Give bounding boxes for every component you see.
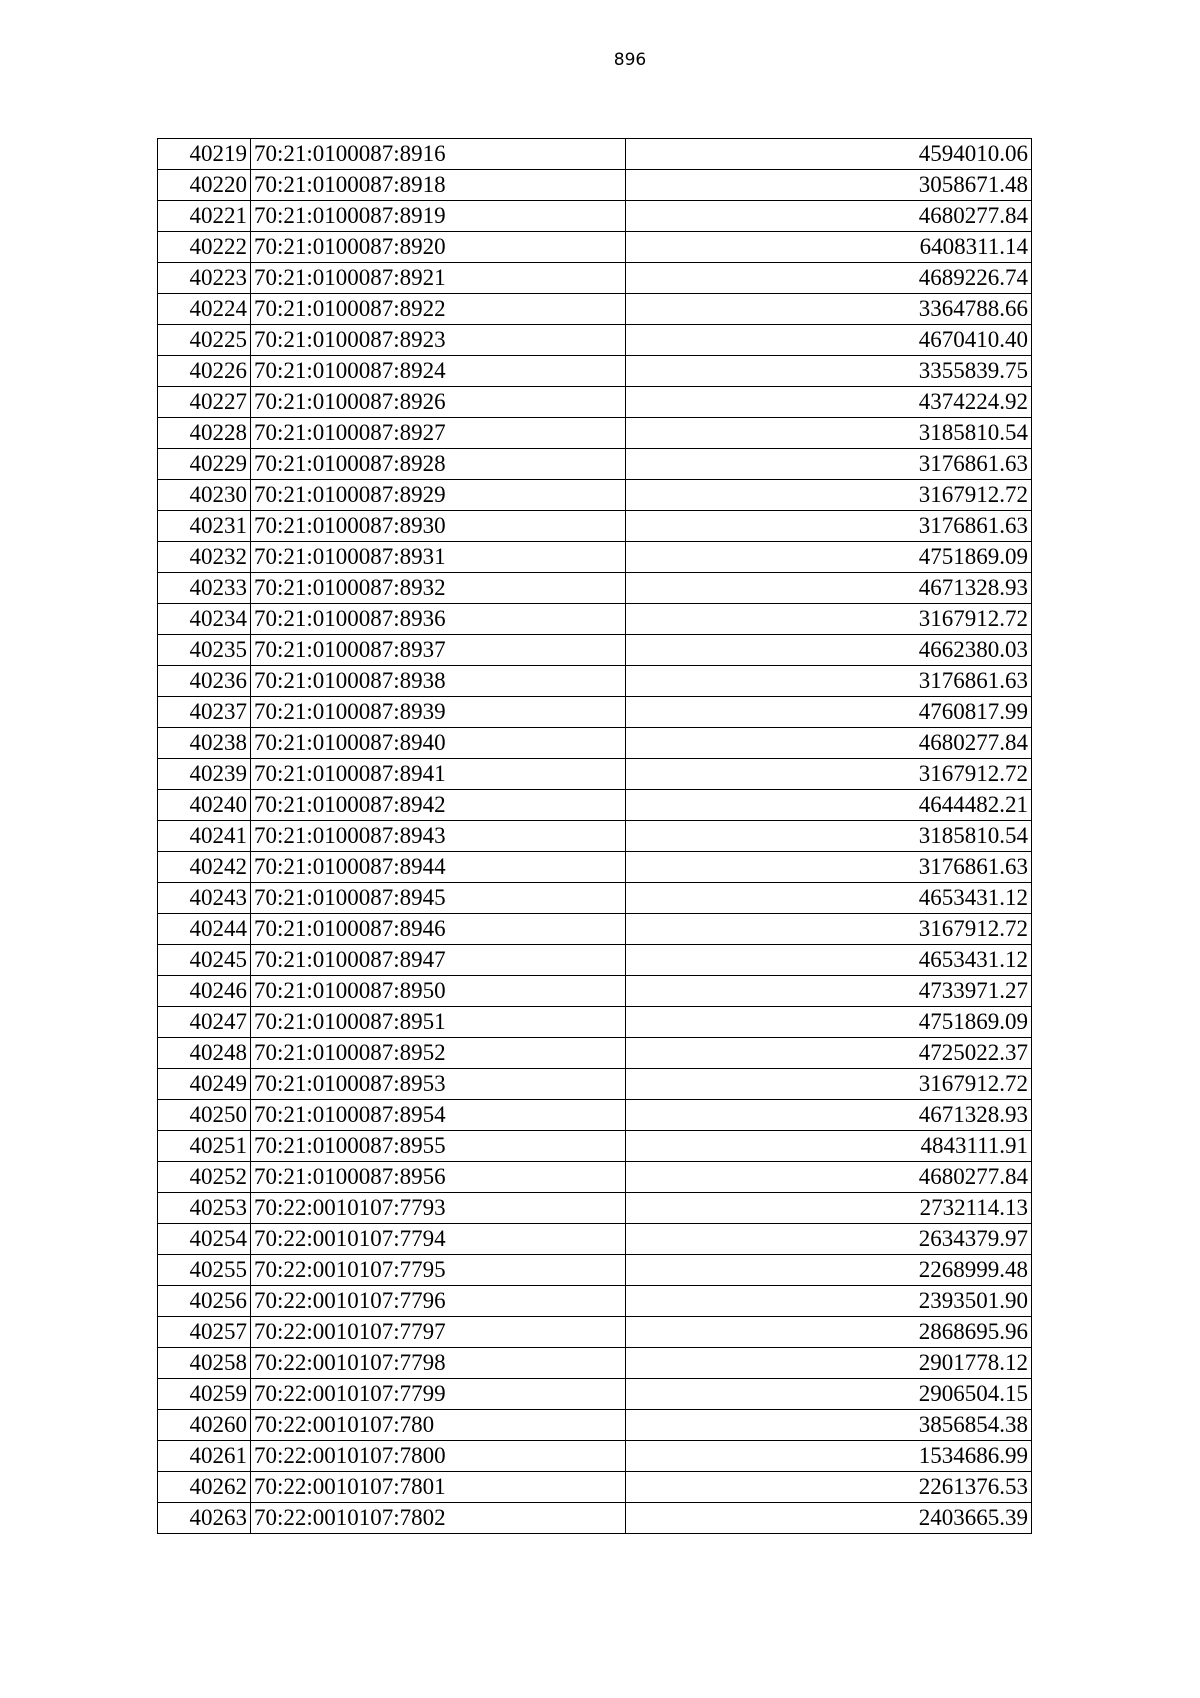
table-row xyxy=(158,294,1032,325)
row-number-cell: 40251 xyxy=(158,1131,251,1162)
table-row xyxy=(158,201,1032,232)
table-row xyxy=(158,604,1032,635)
value-cell: 2403665.39 xyxy=(626,1503,1032,1534)
cadastral-number-cell: 70:21:0100087:8946 xyxy=(251,914,626,945)
table-row xyxy=(158,945,1032,976)
row-number-cell: 40244 xyxy=(158,914,251,945)
cadastral-number-cell: 70:21:0100087:8920 xyxy=(251,232,626,263)
value-cell: 4680277.84 xyxy=(626,1162,1032,1193)
row-number-cell: 40226 xyxy=(158,356,251,387)
table-row xyxy=(158,1472,1032,1503)
cadastral-number-cell: 70:21:0100087:8924 xyxy=(251,356,626,387)
table-row xyxy=(158,1255,1032,1286)
table-row xyxy=(158,1410,1032,1441)
value-cell: 3176861.63 xyxy=(626,852,1032,883)
row-number-cell: 40224 xyxy=(158,294,251,325)
value-cell: 4644482.21 xyxy=(626,790,1032,821)
value-cell: 3185810.54 xyxy=(626,418,1032,449)
row-number-cell: 40243 xyxy=(158,883,251,914)
row-number-cell: 40255 xyxy=(158,1255,251,1286)
table-row xyxy=(158,790,1032,821)
value-cell: 4751869.09 xyxy=(626,1007,1032,1038)
table-row xyxy=(158,1162,1032,1193)
table-row xyxy=(158,1379,1032,1410)
table-row xyxy=(158,449,1032,480)
value-cell: 3167912.72 xyxy=(626,604,1032,635)
table-row xyxy=(158,418,1032,449)
row-number-cell: 40222 xyxy=(158,232,251,263)
value-cell: 3355839.75 xyxy=(626,356,1032,387)
cadastral-number-cell: 70:22:0010107:7800 xyxy=(251,1441,626,1472)
row-number-cell: 40231 xyxy=(158,511,251,542)
row-number-cell: 40223 xyxy=(158,263,251,294)
table-row xyxy=(158,1224,1032,1255)
row-number-cell: 40236 xyxy=(158,666,251,697)
value-cell: 4751869.09 xyxy=(626,542,1032,573)
table-row xyxy=(158,852,1032,883)
value-cell: 3167912.72 xyxy=(626,1069,1032,1100)
row-number-cell: 40242 xyxy=(158,852,251,883)
row-number-cell: 40259 xyxy=(158,1379,251,1410)
cadastral-number-cell: 70:21:0100087:8951 xyxy=(251,1007,626,1038)
table-row xyxy=(158,511,1032,542)
cadastral-number-cell: 70:21:0100087:8926 xyxy=(251,387,626,418)
cadastral-number-cell: 70:21:0100087:8928 xyxy=(251,449,626,480)
cadastral-number-cell: 70:21:0100087:8938 xyxy=(251,666,626,697)
value-cell: 4671328.93 xyxy=(626,573,1032,604)
cadastral-number-cell: 70:21:0100087:8947 xyxy=(251,945,626,976)
cadastral-number-cell: 70:21:0100087:8950 xyxy=(251,976,626,1007)
row-number-cell: 40237 xyxy=(158,697,251,728)
row-number-cell: 40248 xyxy=(158,1038,251,1069)
row-number-cell: 40230 xyxy=(158,480,251,511)
value-cell: 2906504.15 xyxy=(626,1379,1032,1410)
cadastral-number-cell: 70:21:0100087:8939 xyxy=(251,697,626,728)
cadastral-number-cell: 70:21:0100087:8940 xyxy=(251,728,626,759)
table-row xyxy=(158,1007,1032,1038)
value-cell: 4594010.06 xyxy=(626,139,1032,170)
row-number-cell: 40240 xyxy=(158,790,251,821)
table-row xyxy=(158,821,1032,852)
table-row xyxy=(158,573,1032,604)
value-cell: 4733971.27 xyxy=(626,976,1032,1007)
row-number-cell: 40256 xyxy=(158,1286,251,1317)
value-cell: 4843111.91 xyxy=(626,1131,1032,1162)
row-number-cell: 40234 xyxy=(158,604,251,635)
table-row xyxy=(158,1100,1032,1131)
table-row xyxy=(158,1069,1032,1100)
row-number-cell: 40260 xyxy=(158,1410,251,1441)
table-row xyxy=(158,1317,1032,1348)
row-number-cell: 40241 xyxy=(158,821,251,852)
cadastral-number-cell: 70:22:0010107:7796 xyxy=(251,1286,626,1317)
cadastral-number-cell: 70:21:0100087:8944 xyxy=(251,852,626,883)
cadastral-number-cell: 70:21:0100087:8952 xyxy=(251,1038,626,1069)
value-cell: 2261376.53 xyxy=(626,1472,1032,1503)
value-cell: 4680277.84 xyxy=(626,201,1032,232)
value-cell: 2901778.12 xyxy=(626,1348,1032,1379)
table-row xyxy=(158,1286,1032,1317)
cadastral-number-cell: 70:21:0100087:8921 xyxy=(251,263,626,294)
cadastral-number-cell: 70:22:0010107:7797 xyxy=(251,1317,626,1348)
row-number-cell: 40221 xyxy=(158,201,251,232)
cadastral-number-cell: 70:21:0100087:8932 xyxy=(251,573,626,604)
cadastral-number-cell: 70:21:0100087:8930 xyxy=(251,511,626,542)
cadastral-number-cell: 70:22:0010107:7801 xyxy=(251,1472,626,1503)
cadastral-number-cell: 70:21:0100087:8929 xyxy=(251,480,626,511)
value-cell: 6408311.14 xyxy=(626,232,1032,263)
cadastral-number-cell: 70:21:0100087:8945 xyxy=(251,883,626,914)
table-row xyxy=(158,170,1032,201)
value-cell: 4653431.12 xyxy=(626,945,1032,976)
value-cell: 4680277.84 xyxy=(626,728,1032,759)
row-number-cell: 40257 xyxy=(158,1317,251,1348)
cadastral-number-cell: 70:21:0100087:8931 xyxy=(251,542,626,573)
table-row xyxy=(158,1441,1032,1472)
row-number-cell: 40232 xyxy=(158,542,251,573)
row-number-cell: 40228 xyxy=(158,418,251,449)
row-number-cell: 40258 xyxy=(158,1348,251,1379)
value-cell: 2868695.96 xyxy=(626,1317,1032,1348)
value-cell: 3185810.54 xyxy=(626,821,1032,852)
cadastral-number-cell: 70:22:0010107:780 xyxy=(251,1410,626,1441)
value-cell: 4671328.93 xyxy=(626,1100,1032,1131)
table-row xyxy=(158,697,1032,728)
value-cell: 3364788.66 xyxy=(626,294,1032,325)
value-cell: 3176861.63 xyxy=(626,511,1032,542)
row-number-cell: 40235 xyxy=(158,635,251,666)
value-cell: 1534686.99 xyxy=(626,1441,1032,1472)
table-row xyxy=(158,232,1032,263)
value-cell: 3058671.48 xyxy=(626,170,1032,201)
table-row xyxy=(158,1038,1032,1069)
table-row xyxy=(158,635,1032,666)
cadastral-number-cell: 70:21:0100087:8954 xyxy=(251,1100,626,1131)
row-number-cell: 40220 xyxy=(158,170,251,201)
row-number-cell: 40229 xyxy=(158,449,251,480)
cadastral-number-cell: 70:22:0010107:7798 xyxy=(251,1348,626,1379)
cadastral-number-cell: 70:21:0100087:8942 xyxy=(251,790,626,821)
table-row xyxy=(158,139,1032,170)
table-row xyxy=(158,1348,1032,1379)
page-number: 896 xyxy=(613,50,647,70)
value-cell: 3856854.38 xyxy=(626,1410,1032,1441)
cadastral-number-cell: 70:21:0100087:8922 xyxy=(251,294,626,325)
value-cell: 3167912.72 xyxy=(626,480,1032,511)
table-body xyxy=(158,139,1032,1534)
table-row xyxy=(158,387,1032,418)
value-cell: 4374224.92 xyxy=(626,387,1032,418)
cadastral-number-cell: 70:21:0100087:8916 xyxy=(251,139,626,170)
cadastral-number-cell: 70:21:0100087:8943 xyxy=(251,821,626,852)
value-cell: 2634379.97 xyxy=(626,1224,1032,1255)
table-row xyxy=(158,883,1032,914)
row-number-cell: 40247 xyxy=(158,1007,251,1038)
row-number-cell: 40233 xyxy=(158,573,251,604)
value-cell: 3176861.63 xyxy=(626,666,1032,697)
table-row xyxy=(158,480,1032,511)
cadastral-number-cell: 70:21:0100087:8919 xyxy=(251,201,626,232)
row-number-cell: 40227 xyxy=(158,387,251,418)
row-number-cell: 40238 xyxy=(158,728,251,759)
cadastral-number-cell: 70:21:0100087:8956 xyxy=(251,1162,626,1193)
table-row xyxy=(158,356,1032,387)
value-cell: 3167912.72 xyxy=(626,914,1032,945)
table-row xyxy=(158,1193,1032,1224)
row-number-cell: 40254 xyxy=(158,1224,251,1255)
value-cell: 4725022.37 xyxy=(626,1038,1032,1069)
row-number-cell: 40253 xyxy=(158,1193,251,1224)
cadastral-number-cell: 70:21:0100087:8937 xyxy=(251,635,626,666)
row-number-cell: 40250 xyxy=(158,1100,251,1131)
table-row xyxy=(158,666,1032,697)
table-row xyxy=(158,759,1032,790)
table-row xyxy=(158,914,1032,945)
cadastral-number-cell: 70:21:0100087:8918 xyxy=(251,170,626,201)
row-number-cell: 40246 xyxy=(158,976,251,1007)
row-number-cell: 40245 xyxy=(158,945,251,976)
value-cell: 2732114.13 xyxy=(626,1193,1032,1224)
value-cell: 2268999.48 xyxy=(626,1255,1032,1286)
row-number-cell: 40249 xyxy=(158,1069,251,1100)
value-cell: 4662380.03 xyxy=(626,635,1032,666)
row-number-cell: 40239 xyxy=(158,759,251,790)
row-number-cell: 40263 xyxy=(158,1503,251,1534)
cadastral-number-cell: 70:21:0100087:8941 xyxy=(251,759,626,790)
value-cell: 3176861.63 xyxy=(626,449,1032,480)
data-table xyxy=(157,138,1032,1534)
row-number-cell: 40219 xyxy=(158,139,251,170)
value-cell: 4760817.99 xyxy=(626,697,1032,728)
value-cell: 3167912.72 xyxy=(626,759,1032,790)
table-row xyxy=(158,728,1032,759)
table-row xyxy=(158,542,1032,573)
row-number-cell: 40252 xyxy=(158,1162,251,1193)
row-number-cell: 40261 xyxy=(158,1441,251,1472)
cadastral-number-cell: 70:22:0010107:7802 xyxy=(251,1503,626,1534)
row-number-cell: 40225 xyxy=(158,325,251,356)
cadastral-number-cell: 70:22:0010107:7795 xyxy=(251,1255,626,1286)
value-cell: 4653431.12 xyxy=(626,883,1032,914)
cadastral-number-cell: 70:21:0100087:8927 xyxy=(251,418,626,449)
cadastral-number-cell: 70:22:0010107:7794 xyxy=(251,1224,626,1255)
value-cell: 4670410.40 xyxy=(626,325,1032,356)
cadastral-number-cell: 70:21:0100087:8923 xyxy=(251,325,626,356)
table-row xyxy=(158,325,1032,356)
value-cell: 2393501.90 xyxy=(626,1286,1032,1317)
table-row xyxy=(158,1503,1032,1534)
row-number-cell: 40262 xyxy=(158,1472,251,1503)
table-row xyxy=(158,976,1032,1007)
cadastral-number-cell: 70:22:0010107:7799 xyxy=(251,1379,626,1410)
cadastral-number-cell: 70:21:0100087:8955 xyxy=(251,1131,626,1162)
cadastral-number-cell: 70:22:0010107:7793 xyxy=(251,1193,626,1224)
cadastral-number-cell: 70:21:0100087:8936 xyxy=(251,604,626,635)
value-cell: 4689226.74 xyxy=(626,263,1032,294)
cadastral-number-cell: 70:21:0100087:8953 xyxy=(251,1069,626,1100)
table-row xyxy=(158,263,1032,294)
table-row xyxy=(158,1131,1032,1162)
